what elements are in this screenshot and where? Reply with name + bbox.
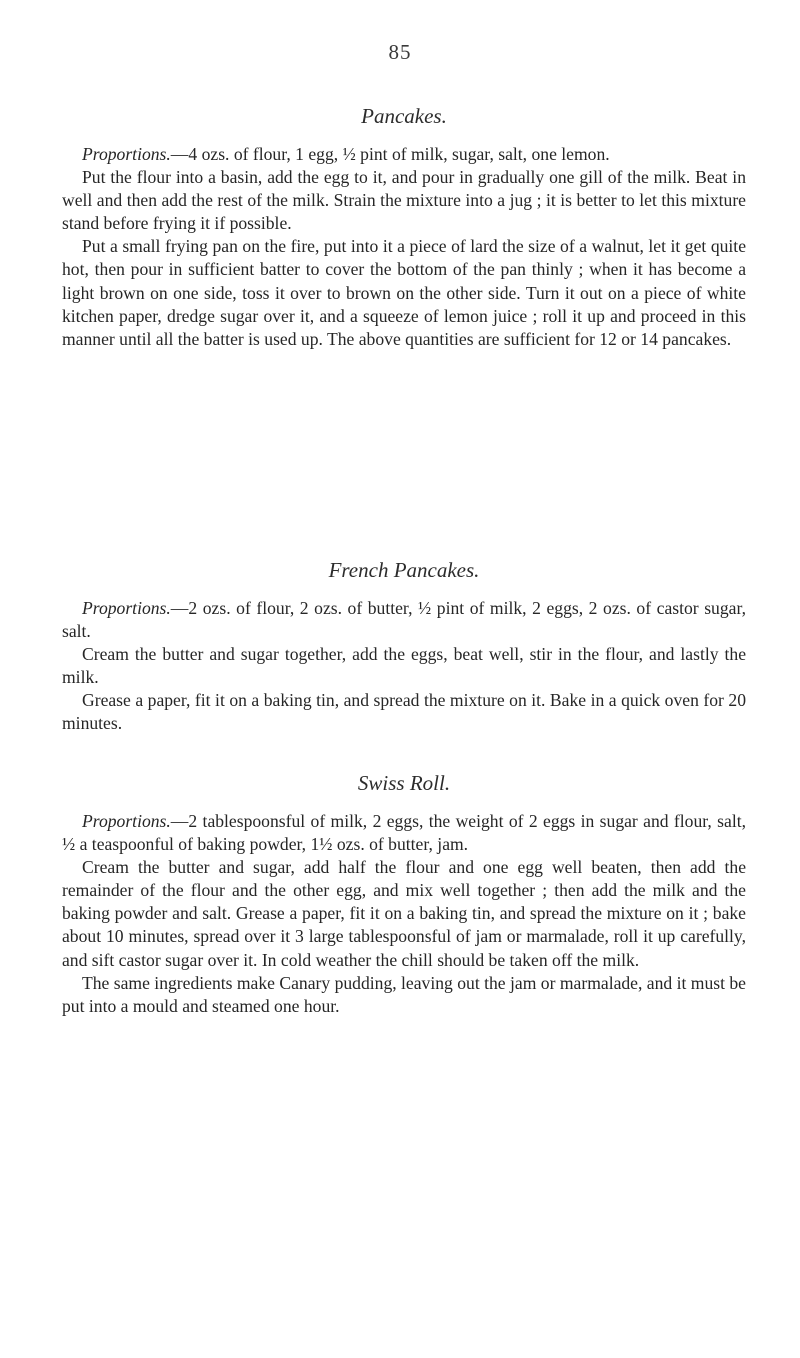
proportions-label: Proportions. [82,144,171,164]
method-paragraph: Put a small frying pan on the fire, put into it a piece of lard the size of a walnut, let it get quite hot, then pour in sufficient batter to cover the bottom of the pan thinly ; when it has become a light brown on one side, toss it over to brown on the other side. Turn it out on a piece of white kitchen paper, dredge sugar over it, and a squeeze of lemon juice ; roll it up and proceed in this manner until all the batter is used up. The above quantities are sufficient for 12 or 14 pancakes. [62,236,746,349]
method-paragraph: Cream the butter and sugar together, add the eggs, beat well, stir in the flour, and lastly the milk. [62,644,746,688]
recipe-swiss-roll [62,771,746,1018]
proportions-paragraph [62,597,746,643]
proportions-paragraph [62,143,746,166]
recipe-french-pancakes [62,558,746,736]
recipe-title: Swiss Roll. [357,771,451,795]
proportions-text: —4 ozs. of flour, 1 egg, ½ pint of milk, sugar, salt, one lemon. [170,144,610,164]
proportions-paragraph [62,810,746,856]
recipe-pancakes [62,104,746,351]
page-number: 85 [388,40,412,64]
recipe-title: Pancakes. [361,104,447,128]
method-paragraph: Grease a paper, fit it on a baking tin, and spread the mixture on it. Bake in a quick oven for 20 minutes. [62,690,746,734]
recipe-title: French Pancakes. [328,558,480,582]
proportions-text: —2 ozs. of flour, 2 ozs. of butter, ½ pint of milk, 2 eggs, 2 ozs. of castor sugar, salt. [62,598,746,642]
method-paragraph: The same ingredients make Canary pudding, leaving out the jam or marmalade, and it must be put into a mould and steamed one hour. [62,972,746,1016]
method-paragraph: Cream the butter and sugar, add half the flour and one egg well beaten, then add the remainder of the flour and the other egg, and mix well together ; then add the milk and the baking powder and salt. Grease a paper, fit it on a baking tin, and spread the mixture on it ; bake about 10 minutes, spread over it 3 large tablespoonsful of jam or marmalade, roll it up carefully, and sift castor sugar over it. In cold weather the chill should be taken off the milk. [62,857,746,970]
method-paragraph: Put the flour into a basin, add the egg to it, and pour in gradually one gill of the milk. Beat in well and then add the rest of the milk. Strain the mixture into a jug ; it is better to let this mixture stand before frying it if possible. [62,167,746,234]
proportions-text: —2 tablespoonsful of milk, 2 eggs, the weight of 2 eggs in sugar and flour, salt, ½ a teaspoonful of baking powder, 1½ ozs. of butter, jam. [62,811,746,855]
proportions-label: Proportions. [82,598,171,618]
proportions-label: Proportions. [82,811,171,831]
